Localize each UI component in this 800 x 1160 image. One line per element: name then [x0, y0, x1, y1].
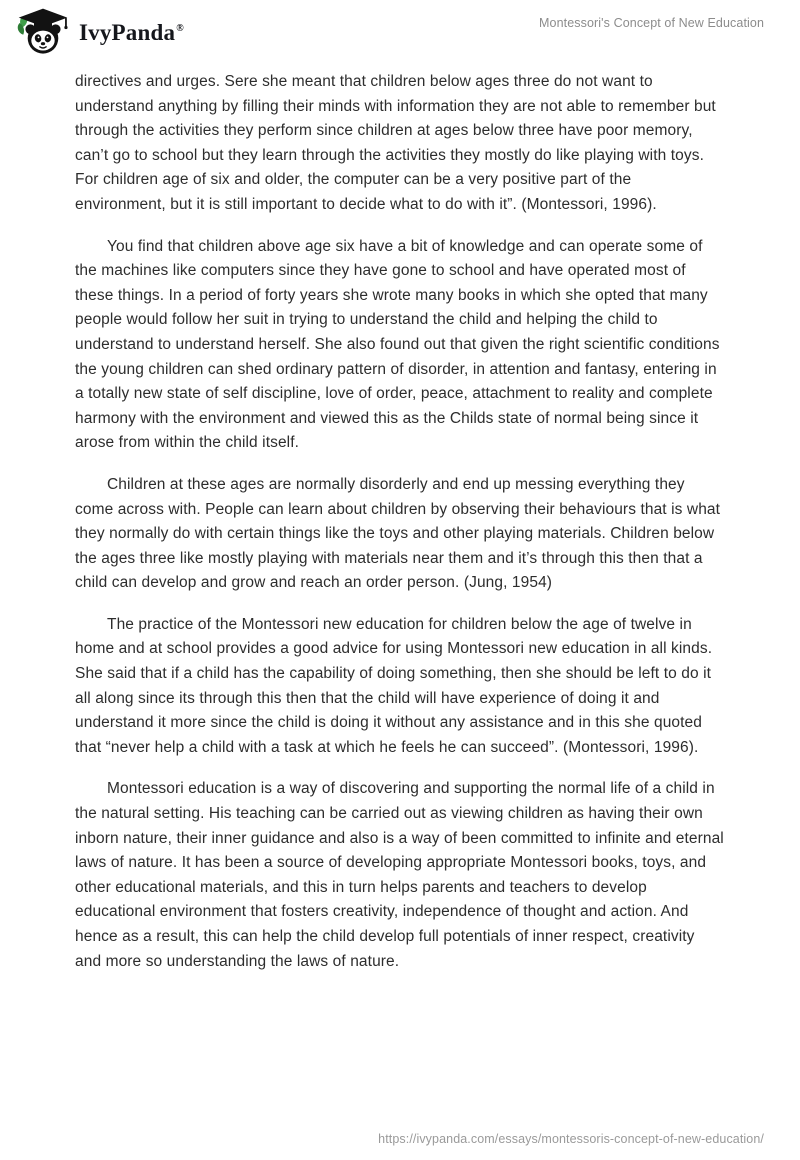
- registered-mark: ®: [176, 22, 184, 34]
- essay-paragraph: You find that children above age six have a bit of knowledge and can operate some of the machines like computers since they have gone to school and have operated most of these things. In a period of forty years she wrote many books in which she opted that many people would follow her suit in trying to understand the child and helping the child to understand to understand herself. She also found out that given the right scientific conditions the young children can shed ordinary pattern of disorder, in attention and fantasy, entering in a totally new state of self discipline, love of order, peace, attachment to reality and complete harmony with the environment and viewed this as the Childs state of normal being since it arose from within the child itself.: [75, 237, 720, 452]
- essay-paragraph: directives and urges. Sere she meant that children below ages three do not want to understand anything by filling their minds with information they are not able to remember but through the activities they perform since children at ages below three have poor memory, can’t go to school but they learn through the activities they mostly do like playing with toys. For children age of six and older, the computer can be a very positive part of the environment, but it is still important to decide what to do with it”. (Montessori, 1996).: [75, 73, 716, 213]
- essay-paragraph: Montessori education is a way of discovering and supporting the normal life of a child in the natural setting. His teaching can be carried out as viewing children as having their own inborn nature, their inner guidance and also is a way of been committed to infinite and eternal laws of nature. It has been a source of developing appropriate Montessori books, toys, and other educational materials, and this in turn helps parents and teachers to develop educational environment that fosters creativity, independence of thought and action. And hence as a result, this can help the child develop full potentials of inner respect, creativity and more so understanding the laws of nature.: [75, 780, 724, 970]
- document-title: Montessori's Concept of New Education: [539, 16, 764, 30]
- essay-content: [75, 70, 725, 991]
- brand-name: [79, 21, 184, 44]
- ivypanda-logo-icon: [16, 8, 70, 56]
- page-header: [0, 0, 800, 62]
- source-url[interactable]: https://ivypanda.com/essays/montessoris-concept-of-new-education/: [378, 1132, 764, 1146]
- essay-paragraph: The practice of the Montessori new education for children below the age of twelve in home and at school provides a good advice for using Montessori new education in all kinds. She said that if a child has the capability of doing something, then she should be left to do it all along since its through this then that the child will have experience of doing it and understand it more since the child is doing it without any assistance and in this she quoted that “never help a child with a task at which he feels he can succeed”. (Montessori, 1996).: [75, 615, 713, 756]
- brand-text: IvyPanda: [79, 19, 176, 45]
- brand[interactable]: [16, 8, 184, 56]
- page-footer: [378, 1130, 764, 1148]
- essay-paragraph: Children at these ages are normally disorderly and end up messing everything they come across with. People can learn about children by observing their behaviours that is what they normally do with certain things like the toys and other playing materials. Children below the ages three like mostly playing with materials near them and it’s through this then that a child can develop and grow and reach an order person. (Jung, 1954): [75, 475, 721, 592]
